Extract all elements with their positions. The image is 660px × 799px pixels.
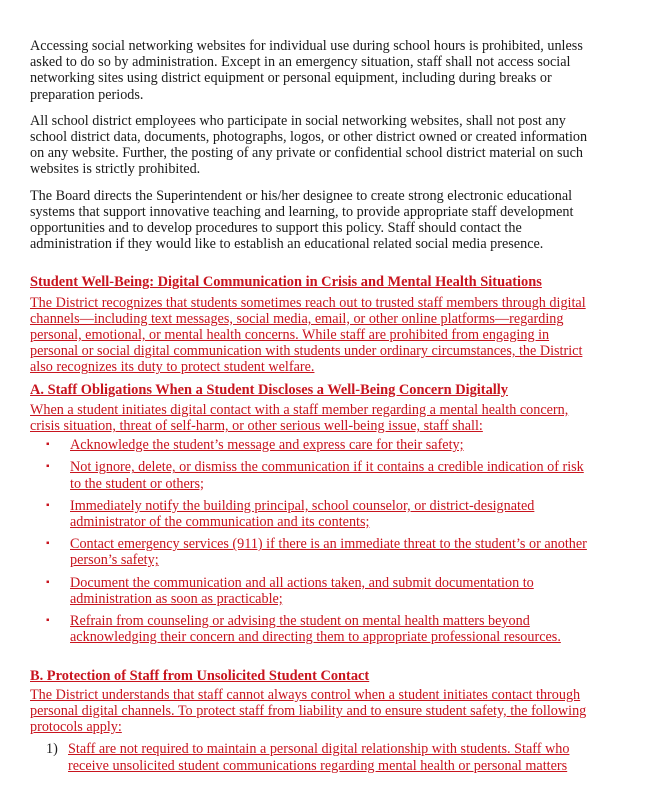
bullet-icon: ▪ [46, 538, 50, 550]
bullet-icon: ▪ [46, 615, 50, 627]
bullet-text: Acknowledge the student’s message and express care for their safety; [70, 437, 464, 454]
list-item [30, 613, 598, 645]
section-b-numbered-list [30, 741, 598, 773]
list-item [30, 498, 598, 530]
list-item [30, 536, 598, 568]
section-a-heading: A. Staff Obligations When a Student Discloses a Well-Being Concern Digitally [30, 381, 508, 398]
bullet-text: Not ignore, delete, or dismiss the communication if it contains a credible indication of risk to the student or others; [70, 459, 584, 492]
bullet-icon: ▪ [46, 461, 50, 473]
intro-section [30, 38, 598, 252]
intro-paragraph-1: Accessing social networking websites for individual use during school hours is prohibited, unless asked to do so by administration. Except in an emergency situation, staff shall not access social networking sites using district equipment or personal equipment, including during breaks or preparation periods. [30, 38, 583, 103]
bullet-text: Document the communication and all actions taken, and submit documentation to administration as soon as practicable; [70, 574, 534, 607]
bullet-icon: ▪ [46, 576, 50, 588]
well-being-paragraph: The District recognizes that students sometimes reach out to trusted staff members through digital channels—including text messages, social media, email, or other online platforms—regarding personal, emotional, or mental health concerns. While staff are prohibited from engaging in personal or social digital communication with students under ordinary circumstances, the District also recognizes its duty to protect student welfare. [30, 294, 586, 376]
list-item-text: Staff are not required to maintain a personal digital relationship with students. Staff who receive unsolicited student communications regarding mental health or personal matters [68, 741, 570, 774]
bullet-text: Contact emergency services (911) if there is an immediate threat to the student’s or another person’s safety; [70, 536, 587, 569]
intro-paragraph-3: The Board directs the Superintendent or his/her designee to create strong electronic educational systems that support innovative teaching and learning, to provide appropriate staff development opportunities and to develop procedures to support this policy. Staff should contact the administration if they would like to establish an educational related social media presence. [30, 187, 574, 253]
bullet-icon: ▪ [46, 439, 50, 451]
section-a-intro: When a student initiates digital contact with a staff member regarding a mental health concern, crisis situation, threat of self-harm, or other serious well-being issue, staff shall: [30, 401, 569, 435]
section-b-heading: B. Protection of Staff from Unsolicited Student Contact [30, 667, 370, 684]
list-item [30, 437, 598, 453]
bullet-icon: ▪ [46, 499, 50, 511]
intro-paragraph-2: All school district employees who participate in social networking websites, shall not post any school district data, documents, photographs, logos, or other district owned or created information on any website. Further, the posting of any private or confidential school district material on such websites is strictly prohibited. [30, 112, 588, 178]
list-item [30, 459, 598, 491]
section-a-bullet-list [30, 437, 598, 645]
bullet-text: Refrain from counseling or advising the student on mental health matters beyond acknowledging their concern and directing them to appropriate professional resources. [70, 613, 561, 646]
list-item [30, 741, 598, 773]
list-item [30, 575, 598, 607]
section-b-intro: The District understands that staff cannot always control when a student initiates contact through personal digital channels. To protect staff from liability and to ensure student safety, the following protocols apply: [30, 686, 587, 736]
bullet-text: Immediately notify the building principal, school counselor, or district-designated administrator of the communication and its contents; [70, 497, 535, 531]
well-being-section [30, 274, 598, 773]
list-number: 1) [46, 741, 58, 758]
well-being-heading: Student Well-Being: Digital Communication in Crisis and Mental Health Situations [30, 274, 542, 291]
